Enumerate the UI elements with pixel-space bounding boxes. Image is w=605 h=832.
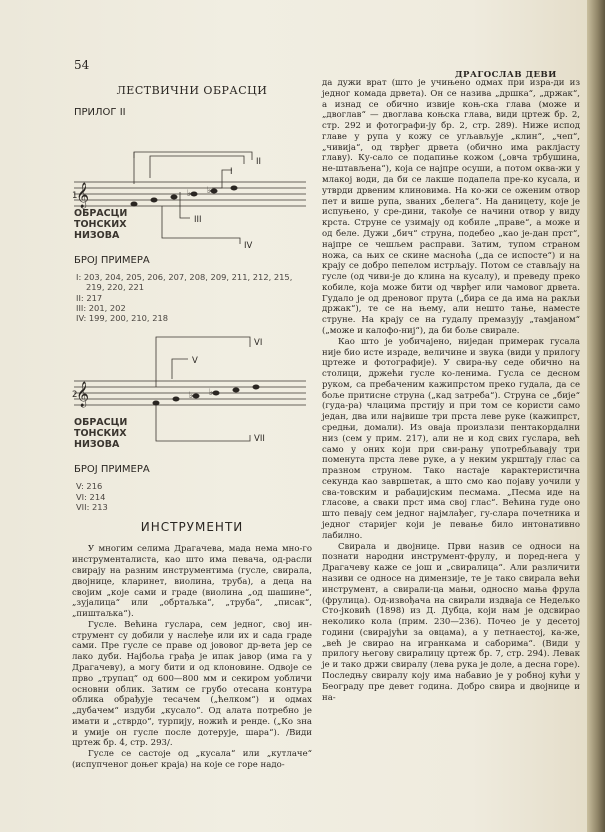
examples-line: V: 216 [76, 481, 103, 492]
page-edge-shadow [587, 0, 605, 832]
examples-list-1 [72, 272, 312, 323]
examples-line: IV: 199, 200, 210, 218 [76, 313, 169, 324]
roman-label: III [194, 215, 202, 225]
paragraph: У многим селима Драгачева, мада нема мно-го инструменталиста, као што има певача, од-расли свирају на разним инструментима (гусле, свирала, двојнице, кларинет, виолина, труба), а деца на својим „које сами и граде (виолина „од шашине“, „зујалица“ или „обртаљка“, „труба“, „писак“, „пиштаљка“). [72, 544, 312, 620]
examples-line: VII: 213 [76, 502, 108, 513]
page-number: 54 [74, 58, 90, 72]
figure-appendix: ПРИЛОГ II [74, 107, 126, 118]
roman-label: IV [244, 241, 253, 251]
roman-label: VI [254, 338, 263, 349]
roman-label: II [256, 157, 262, 167]
paragraph: Гусле. Већина гуслара, сем једног, свој ин-струмент су добили у наслеђе или их и сада граде сами. Пре гусле се праве од јововог др-вета јер се лако дуби. Најбоља грађа је ипак јавор (има га у Драгачеву), а могу бити и од клоновине. Одвоје се прво „трупац“ од 600—800 мм и секиром уобличи основни облик. Затим се грубо отесана контура облика обрађује тесачем („ћелком“) и одмах „дубачем“ издуби „кусало“. Од алата потребно је имати и „стврдо“, турпију, ножић и ренде. („Ко зна и умије он гусле после дотерује, шара“). /Види цртеж бр. 4, стр. 293/. [72, 619, 312, 749]
running-head: ДРАГОСЛАВ ДЕВИ [455, 70, 557, 80]
left-body-text [72, 544, 312, 770]
svg-text:♭: ♭ [187, 189, 192, 199]
paragraph: Гусле се састоје од „кусала“ или „кутлаче“ (испупченог доњег краја) на које се горе надо- [72, 749, 312, 770]
left-column [72, 80, 312, 771]
patterns-label-2: ОБРАСЦИ ТОНСКИХ НИЗОВА [74, 417, 128, 451]
staff-number: 2 [72, 390, 78, 401]
roman-label: V [192, 356, 198, 367]
examples-label: БРОЈ ПРИМЕРА [74, 255, 150, 266]
paragraph: Као што је уобичајено, ниједан примерак гусала није био исте израде, величине и звука (види у прилогу цртеже и фотографије). У свира-њу седе обично на столици, држећи гусле ко-ленима. Гусла се десном руком, са пребаченим кажипрстом преко гудала, да се боље притисне струна („кад затреба“). Струна се „бије“ (гуда-ра) члацима прстију и при том се користи само један, два или највише три прста леве руке (кажипрст, средњи, домали). Из оваја произлази пентакордални низ (сем у прим. 217), али не и код свих гуслара, већ само у оних који при сви-рању употребљавају три поменута прста леве руке, а у неким укрштају глас са празном струном. Тако настаје карактеристична секунда као завршетак, а што смо као појаву уочили у сва-товским и рабаџијским песмама. „Песма иде на гласове, а сваки прст има свој глас“. Већина гуде оно што певају сем једног најмлађег, гу-слара почетника и једног старијег који је певање било интонативно лабилно. [322, 336, 580, 541]
examples-label-2: БРОЈ ПРИМЕРА [74, 464, 150, 476]
section-title: ИНСТРУМЕНТИ [140, 520, 244, 535]
examples-line: 219, 220, 221 [86, 282, 145, 293]
patterns-label: ОБРАСЦИ ТОНСКИХ НИЗОВА [74, 208, 128, 241]
svg-text:♭: ♭ [189, 391, 194, 402]
paragraph: да дужи врат (што је учињено одмах при изра-ди из једног комада дрвета). Он се назива „дршка“, „држак“, а изнад се обично извије коњ-ска глава (може и „двоглав“ — двоглава коњска глава, види цртеж бр. 2, стр. 292 и фотографи-ју бр. 2, стр. 289). Ниже испод главе у рупа у кожу се угљављује „клин“, „чеп“, „чивија“, од тврђег дрвета (обично има раклјасту главу). Ку-сало се подапиње кожом („овча трбушина, не-штављена“), која се најпре осуши, а потом оква-жи у млакој води, да би се лакше подапела пре-ко кусала, и утврди дрвеним клиновима. На ко-жи се оженим отвор пет и више рупа, званих „белега“. На даницету, које је испуњено, у сре-дини, такође се начини отвор у виду крста. Струне се узимају од кобиле „праве“, а може и од беле. Дужи „бич“ струна, подебео „као је-дан прст“, најпре се чешљем расправи. Затим, тупом страном ножа, са њих се скине масноћа („да се испосте“) и на крају се добро пепелом истрљају. Потом се стављају на гусле (од чиви-је до клина на кусалу), и преведу преко кобиле, која може бити од чврђег или чамовог дрвета. Гудало је од дреновог прута („бира се да има на ракљи држак“), те се на њему, али нешто тање, наместе струне. На крају се на гудалу премазују „тамјаном“ („може и калофо-ниј“), да би боље свирале. [322, 78, 580, 336]
roman-label: VII [254, 434, 265, 445]
svg-text:𝄞: 𝄞 [76, 183, 90, 208]
staff-number: 1 [72, 191, 78, 201]
examples-line: II: 217 [76, 292, 103, 303]
paragraph: Свирала и двојнице. Први назив се односи на познати народни инструмент-фрулу, и поред-нега у Драгачеву каже се још и „свиралица“. Али различити називи се односе на димензије, те је тако свирала већи инструмент, а свирали-ца мањи, односно мања фрула (фрулица). Од-извођача на свирали издваја се Недељко Сто-јковић (1898) из Д. Дубца, који нам је одсвирао неколико кола (прим. 230—236). Почео је у десетој години (свирајући за овцама), а у петнаестој, ка-же, „већ је свирао на игранкама и саборима“. (Види у прилогу његову свиралицу цртеж бр. 7, стр. 294). Левак је и тако држи свиралу (лева рука је доле, а десна горе). Последњу свиралу коју има набавио је у робној кући у Београду пре девет година. Добро свира и двојнице и на- [322, 541, 580, 703]
roman-label: I [230, 167, 233, 177]
examples-line: III: 201, 202 [76, 302, 126, 313]
right-column [322, 78, 580, 703]
svg-text:𝄞: 𝄞 [76, 382, 90, 408]
examples-line: I: 203, 204, 205, 206, 207, 208, 209, 211, 212, 215, [76, 272, 293, 282]
svg-text:♭: ♭ [209, 388, 214, 399]
svg-text:♭: ♭ [207, 186, 212, 196]
examples-list-2 [72, 481, 312, 512]
figure-title: ЛЕСТВИЧНИ ОБРАСЦИ [116, 84, 268, 97]
examples-line: VI: 214 [76, 491, 106, 502]
